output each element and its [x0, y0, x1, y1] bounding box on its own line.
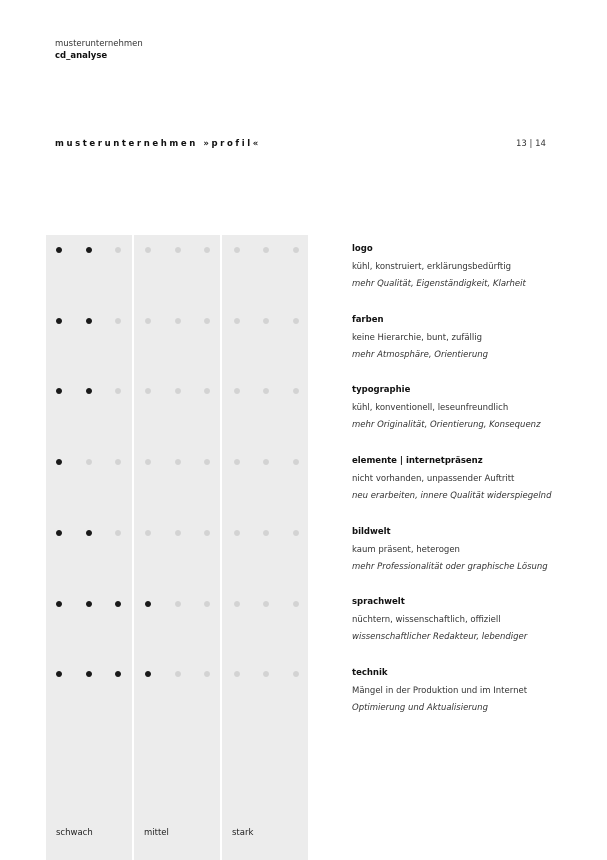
rating-dot-empty — [293, 318, 299, 324]
document-name: cd_analyse — [55, 51, 108, 61]
criterion-improvement: neu erarbeiten, innere Qualität widerspiegelnd — [352, 491, 552, 501]
scale-label-mittel: mittel — [144, 828, 169, 838]
page-number: 13 | 14 — [516, 139, 546, 149]
criterion-improvement: mehr Originalität, Orientierung, Konsequenz — [352, 420, 541, 430]
criterion-typographie — [352, 382, 592, 435]
criterion-farben — [352, 312, 592, 365]
criterion-description: Mängel in der Produktion und im Internet — [352, 685, 528, 696]
rating-dot-empty — [204, 247, 210, 253]
rating-dot-empty — [175, 318, 181, 324]
scale-column-schwach — [46, 235, 132, 860]
criterion-description: kühl, konstruiert, erklärungsbedürftig — [352, 261, 512, 272]
rating-dot-filled — [56, 530, 62, 536]
criterion-technik — [352, 665, 592, 718]
document-header — [55, 38, 143, 62]
rating-dot-filled — [56, 247, 62, 253]
rating-dot-empty — [234, 247, 240, 253]
rating-dot-filled — [86, 530, 92, 536]
section-title: musterunternehmen »profil« — [55, 139, 261, 149]
rating-dot-empty — [234, 318, 240, 324]
rating-dot-empty — [115, 530, 121, 536]
rating-dot-empty — [145, 247, 151, 253]
rating-dot-empty — [293, 247, 299, 253]
criterion-title: typographie — [352, 385, 411, 395]
rating-dot-filled — [86, 318, 92, 324]
rating-dot-empty — [263, 318, 269, 324]
rating-dot-empty — [204, 530, 210, 536]
criterion-title: sprachwelt — [352, 597, 405, 607]
criterion-description: keine Hierarchie, bunt, zufällig — [352, 332, 483, 343]
criterion-description: kühl, konventionell, leseunfreundlich — [352, 402, 509, 413]
rating-dot-filled — [145, 601, 151, 607]
criterion-description: nüchtern, wissenschaftlich, offiziell — [352, 614, 501, 625]
rating-dot-empty — [204, 601, 210, 607]
criterion-improvement: Optimierung und Aktualisierung — [352, 703, 488, 713]
rating-dot-filled — [86, 601, 92, 607]
criterion-improvement: mehr Qualität, Eigenständigkeit, Klarheit — [352, 279, 526, 289]
rating-dot-empty — [234, 601, 240, 607]
company-name: musterunternehmen — [55, 39, 143, 49]
rating-dot-empty — [115, 247, 121, 253]
criterion-title: elemente | internetpräsenz — [352, 456, 483, 466]
scale-column-stark — [222, 235, 308, 860]
criterion-title: farben — [352, 315, 384, 325]
rating-dot-filled — [56, 318, 62, 324]
criterion-sprachwelt — [352, 594, 592, 647]
rating-dot-empty — [145, 530, 151, 536]
rating-dot-empty — [234, 530, 240, 536]
criterion-description: kaum präsent, heterogen — [352, 544, 460, 555]
criterion-logo — [352, 241, 592, 294]
scale-column-mittel — [134, 235, 220, 860]
criterion-improvement: wissenschaftlicher Redakteur, lebendiger — [352, 632, 528, 642]
scale-label-schwach: schwach — [56, 828, 93, 838]
criterion-title: logo — [352, 244, 373, 254]
criterion-bildwelt — [352, 524, 592, 577]
rating-dot-filled — [115, 601, 121, 607]
rating-dot-empty — [175, 530, 181, 536]
rating-dot-empty — [293, 530, 299, 536]
criterion-improvement: mehr Atmosphäre, Orientierung — [352, 350, 489, 360]
rating-dot-filled — [86, 247, 92, 253]
rating-dot-empty — [263, 601, 269, 607]
criterion-title: bildwelt — [352, 527, 391, 537]
rating-dot-empty — [293, 601, 299, 607]
scale-label-stark: stark — [232, 828, 254, 838]
rating-dot-empty — [263, 530, 269, 536]
criterion-title: technik — [352, 668, 388, 678]
rating-dot-filled — [56, 601, 62, 607]
rating-dot-empty — [175, 601, 181, 607]
rating-dot-empty — [145, 318, 151, 324]
rating-dot-empty — [263, 247, 269, 253]
rating-dot-empty — [204, 318, 210, 324]
criterion-description: nicht vorhanden, unpassender Auftritt — [352, 473, 515, 484]
rating-dot-empty — [115, 318, 121, 324]
rating-dot-empty — [175, 247, 181, 253]
criterion-improvement: mehr Professionalität oder graphische Lösung — [352, 562, 548, 572]
criterion-elemente — [352, 453, 592, 506]
